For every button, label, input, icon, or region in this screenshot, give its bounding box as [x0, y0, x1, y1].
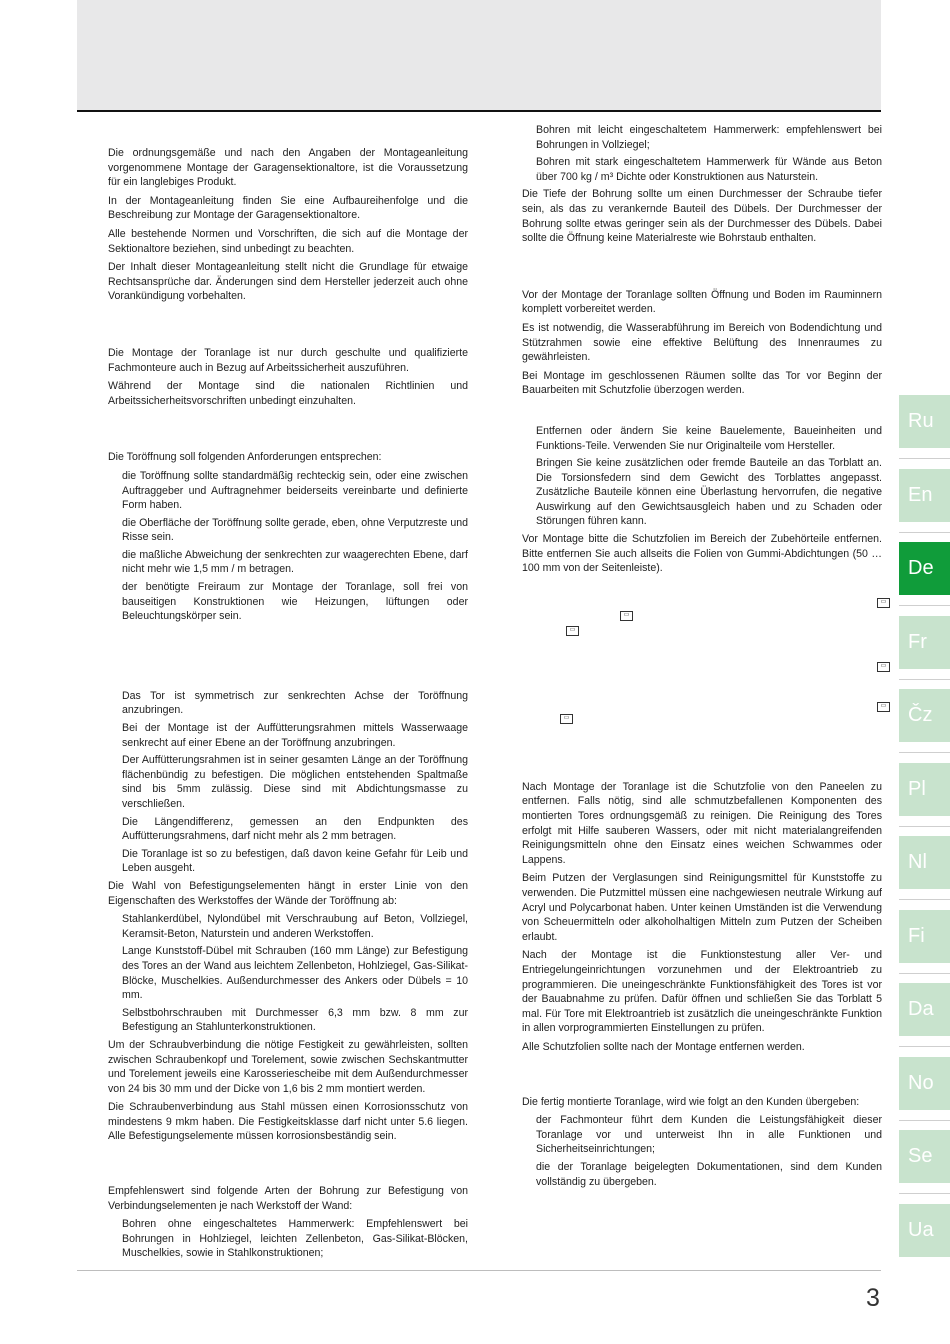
tab-divider: [899, 899, 950, 900]
tab-label: Se: [908, 1145, 933, 1167]
list-item: der benötigte Freiraum zur Montage der Toranlage, soll frei von bauseitigen Konstruktionen wie Heizungen, lüftungen oder Beleuchtungskörper sein.: [122, 581, 468, 623]
list-item: Die Toranlage ist so zu befestigen, daß davon keine Gefahr für Leib und Leben ausgeht.: [122, 847, 468, 875]
tab-label: De: [908, 557, 934, 579]
paragraph: Die Schraubenverbindung aus Stahl müssen einen Korrosionsschutz von mindestens 9 mkm haben. Die Festigkeitsklasse darf nicht unter 5.6 liegen. Alle Befestigungselemente müssen korrosionsbeständig sein.: [108, 1101, 468, 1143]
paragraph: Empfehlenswert sind folgende Arten der Bohrung zur Befestigung von Verbindungselementen je nach Werkstoff der Wand:: [108, 1185, 468, 1212]
paragraph: Die fertig montierte Toranlage, wird wie folgt an den Kunden übergeben:: [522, 1095, 860, 1108]
footer-rule: [77, 1270, 881, 1271]
tab-language-no[interactable]: [899, 1057, 950, 1110]
paragraph: Vor der Montage der Toranlage sollten Öffnung und Boden im Rauminnern komplett vorbereitet werden.: [522, 288, 882, 316]
paragraph: Die Toröffnung soll folgenden Anforderungen entsprechen:: [108, 451, 382, 464]
tab-divider: [899, 532, 950, 533]
tab-divider: [899, 1046, 950, 1047]
list-item: Bohren mit stark eingeschaltetem Hammerwerk für Wände aus Beton über 700 kg / m³ Dichte oder Konstruktionen aus Naturstein.: [536, 156, 882, 183]
paragraph: In der Montageanleitung finden Sie eine Aufbaureihenfolge und die Beschreibung zur Montage der Garagensektionaltore.: [108, 194, 468, 222]
tab-divider: [899, 458, 950, 459]
section-gap: [108, 1148, 468, 1184]
list-item: der Fachmonteur führt dem Kunden die Leistungsfähigkeit dieser Toranlage vor und unterweist Ihn in alle Funktionen und Sicherheitseinrichtungen;: [536, 1114, 882, 1156]
page-number: 3: [866, 1284, 880, 1312]
list-item: die der Toranlage beigelegten Dokumentationen, sind dem Kunden vollständig zu übergeben.: [536, 1160, 882, 1188]
tab-language-de[interactable]: [899, 542, 950, 595]
tab-label: En: [908, 483, 933, 506]
tab-label: Pl: [908, 777, 926, 800]
list-item: Bei der Montage ist der Auffütterungsrahmen mittels Wasserwaage senkrecht auf einer Ebene an der Toröffnung anzubringen.: [122, 722, 468, 749]
tab-language-ru[interactable]: [899, 395, 950, 448]
tab-language-fi[interactable]: [899, 910, 950, 963]
tab-label: No: [908, 1071, 934, 1094]
list-item: Bohren mit leicht eingeschaltetem Hammerwerk: empfehlenswert bei Bohrungen in Vollziegel;: [536, 124, 882, 151]
paragraph: Der Inhalt dieser Montageanleitung stellt nicht die Grundlage für etwaige Rechtsansprüche dar. Änderungen sind dem Hersteller jederzeit auch ohne Vorankündigung vorbehalten.: [108, 261, 468, 303]
left-column: [108, 146, 468, 1264]
list-item: die maßliche Abweichung der senkrechten zur waagerechten Ebene, darf nicht mehr wie 1,5 mm / m betragen.: [122, 548, 468, 576]
tab-label: Da: [908, 998, 934, 1020]
tab-label: Nl: [908, 851, 927, 873]
tab-language-ua[interactable]: [899, 1204, 950, 1257]
tab-divider: [899, 1120, 950, 1121]
tab-divider: [899, 679, 950, 680]
paragraph: Um der Schraubverbindung die nötige Festigkeit zu gewährleisten, sollten zwischen Schraubenkopf und Torelement, sowie zwischen Sechskantmutter und Torelement jeweils eine Karosseriescheibe mit dem Außendurchmesser von 24 bis 30 mm und der Dicke von 1,6 bis 2 mm montiert werden.: [108, 1038, 468, 1095]
paragraph: Während der Montage sind die nationalen Richtlinien und Arbeitssicherheitsvorschriften unbedingt einzuhalten.: [108, 380, 468, 407]
figure-reference-icon: ▭: [877, 662, 890, 672]
figure-reference-icon: ▭: [877, 702, 890, 712]
figure-reference-icon: ▭: [620, 611, 633, 621]
language-tabs: [899, 395, 950, 1277]
tab-divider: [899, 826, 950, 827]
list-item: Die Längendifferenz, gemessen an den Endpunkten des Auffütterungsrahmens, darf nicht mehr als 2 mm betragen.: [122, 815, 468, 843]
tab-divider: [899, 605, 950, 606]
tab-language-cz[interactable]: [899, 689, 950, 742]
list-item: Entfernen oder ändern Sie keine Bauelemente, Baueinheiten und Funktions-Teile. Verwenden Sie nur Originalteile vom Hersteller.: [536, 424, 882, 452]
figure-reference-icon: ▭: [566, 626, 579, 636]
section-gap: [522, 250, 882, 288]
paragraph: Die Tiefe der Bohrung sollte um einen Durchmesser der Schraube tiefer sein, als das zu verankernde Bauteil des Dübels. Der Durchmesser der Bohrung sollte etwas geringer sein als der Durchmesser des Dübels. Dabei sollte die Öffnung keine Materialreste wie Bohrstaub enthalten.: [522, 188, 882, 245]
tab-label: Ru: [908, 410, 934, 432]
list-item: Selbstbohrschrauben mit Durchmesser 6,3 mm bzw. 8 mm zur Befestigung an Stahlunterkonstruktionen.: [122, 1006, 468, 1034]
tab-label: Ua: [908, 1218, 934, 1241]
paragraph: Nach der Montage ist die Funktionstestung aller Ver- und Entriegelungeinrichtungen vorzunehmen und der Elektroantrieb zu programmieren. Die uneingeschränkte Funktionsfähigkeit des Tores ist vor der Bauabnahme zu prüfen. Dafür öffnen und schließen Sie das Torblatt 5 mal. Für Tore mit Elektroantrieb ist zusätzlich die uneingeschränkte Funktion in allen vorprogrammierten Einstellungen zu prüfen.: [522, 949, 882, 1035]
list-item: Bohren ohne eingeschaltetes Hammerwerk: Empfehlenswert bei Bohrungen in Hohlziegel, leichten Zellenbeton, Gas-Silikat-Blöcken, Muschelkies, sowie in Stahlkonstruktionen;: [122, 1218, 468, 1260]
paragraph: Alle bestehende Normen und Vorschriften, die sich auf die Montage der Sektionaltore beziehen, sind unbedingt zu beachten.: [108, 227, 468, 255]
paragraph: Nach Montage der Toranlage ist die Schutzfolie von den Paneelen zu entfernen. Falls nötig, sind alle schmutzbefallenen Komponenten des montierten Tores ordnungsgemäß zu reinigen. Die Reinigung des Tores erfolgt mit Hilfe sauberen Wassers, oder mit nicht materialangreifenden Reinigungsmitteln ohne den Einsatz eines weichen Schwammes oder Lappens.: [522, 780, 882, 866]
header-band: [77, 0, 881, 112]
tab-label: Fi: [908, 924, 925, 947]
paragraph: Vor Montage bitte die Schutzfolien im Bereich der Zubehörteile entfernen. Bitte entfernen Sie auch allseits die Folien von Gummi-Abdichtungen (50 … 100 mm von der Seitenleiste).: [522, 533, 882, 575]
list-item: Stahlankerdübel, Nylondübel mit Verschraubung auf Beton, Vollziegel, Keramsit-Beton, Naturstein und anderen Werkstoffen.: [122, 913, 468, 940]
paragraph: Alle Schutzfolien sollte nach der Montage entfernen werden.: [522, 1040, 805, 1053]
paragraph: Beim Putzen der Verglasungen sind Reinigungsmittel für Kunststoffe zu verwenden. Die Putzmittel müssen eine nachgewiesen neutrale Wirkung auf Acryl und Polycarbonat haben. Unter keinen Umständen ist die Verwendung von Scheuermitteln oder alkoholhaltigen Mitteln zum Putzen der Scheiben erlaubt.: [522, 872, 882, 943]
tab-language-fr[interactable]: [899, 616, 950, 669]
tab-label: Čz: [908, 704, 933, 726]
tab-language-da[interactable]: [899, 983, 950, 1036]
figure-reference-icon: ▭: [560, 714, 573, 724]
list-item: die Oberfläche der Toröffnung sollte gerade, eben, ohne Verputzreste und Risse sein.: [122, 516, 468, 544]
tab-language-en[interactable]: [899, 469, 950, 522]
list-item: Der Auffütterungsrahmen ist in seiner gesamten Länge an der Toröffnung flächenbündig zu befestigen. Die möglichen entstehenden Spaltmaße sind bis 5mm zulässig. Diese sind mit Abdichtungsmasse zu verschließen.: [122, 754, 468, 810]
list-item: Lange Kunststoff-Dübel mit Schrauben (160 mm Länge) zur Befestigung des Tores an der Wand aus leichtem Zellenbeton, Hohlziegel, Gas-Silikat-Blöcke, Muschelkies. Außendurchmesser des Ankers oder Dübels = 10 mm.: [122, 945, 468, 1002]
tab-divider: [899, 1193, 950, 1194]
right-column: [522, 123, 887, 1192]
paragraph: Die Montage der Toranlage ist nur durch geschulte und qualifizierte Fachmonteure auch in Bezug auf Arbeitssicherheit auszuführen.: [108, 346, 468, 374]
tab-label: Fr: [908, 630, 927, 653]
figure-reference-icon: ▭: [877, 598, 890, 608]
tab-language-pl[interactable]: [899, 763, 950, 816]
paragraph: Es ist notwendig, die Wasserabführung im Bereich von Bodendichtung und Stützrahmen sowie eine effektive Belüftung des Innenraumes zu gewährleisten.: [522, 321, 882, 364]
paragraph: Die ordnungsgemäße und nach den Angaben der Montageanleitung vorgenommene Montage der Garagensektionaltore, ist die Voraussetzung für ein langlebiges Produkt.: [108, 147, 468, 189]
tab-divider: [899, 973, 950, 974]
tab-divider: [899, 752, 950, 753]
list-item: die Toröffnung sollte standardmäßig rechteckig sein, oder eine zwischen Auftraggeber und Auftragnehmer beiderseits vereinbarte und definierte Form haben.: [122, 469, 468, 512]
section-gap: [108, 412, 468, 450]
list-item: Das Tor ist symmetrisch zur senkrechten Achse der Toröffnung anzubringen.: [122, 689, 468, 717]
section-gap: [108, 627, 468, 689]
paragraph: Die Wahl von Befestigungselementen hängt in erster Linie von den Eigenschaften des Werkstoffes der Wände der Toröffnung ab:: [108, 879, 468, 907]
tab-language-se[interactable]: [899, 1130, 950, 1183]
header-rule: [77, 110, 881, 112]
section-gap: [108, 308, 468, 346]
section-gap: [522, 1059, 882, 1095]
list-item: Bringen Sie keine zusätzlichen oder fremde Bauteile an das Torblatt an. Die Torsionsfedern sind dem Gewicht des Torblattes angepasst. Zusätzliche Bauteile können eine Überlastung hervorrufen, die negative Auswirkung auf den Gewichtsausgleich haben und zu Schaden oder Störungen führen kann.: [536, 457, 882, 528]
tab-language-nl[interactable]: [899, 836, 950, 889]
paragraph: Bei Montage im geschlossenen Räumen sollte das Tor vor Beginn der Bauarbeiten mit Schutzfolie überzogen werden.: [522, 369, 882, 397]
figure-reference-area: [522, 580, 887, 780]
section-gap: [522, 402, 882, 424]
